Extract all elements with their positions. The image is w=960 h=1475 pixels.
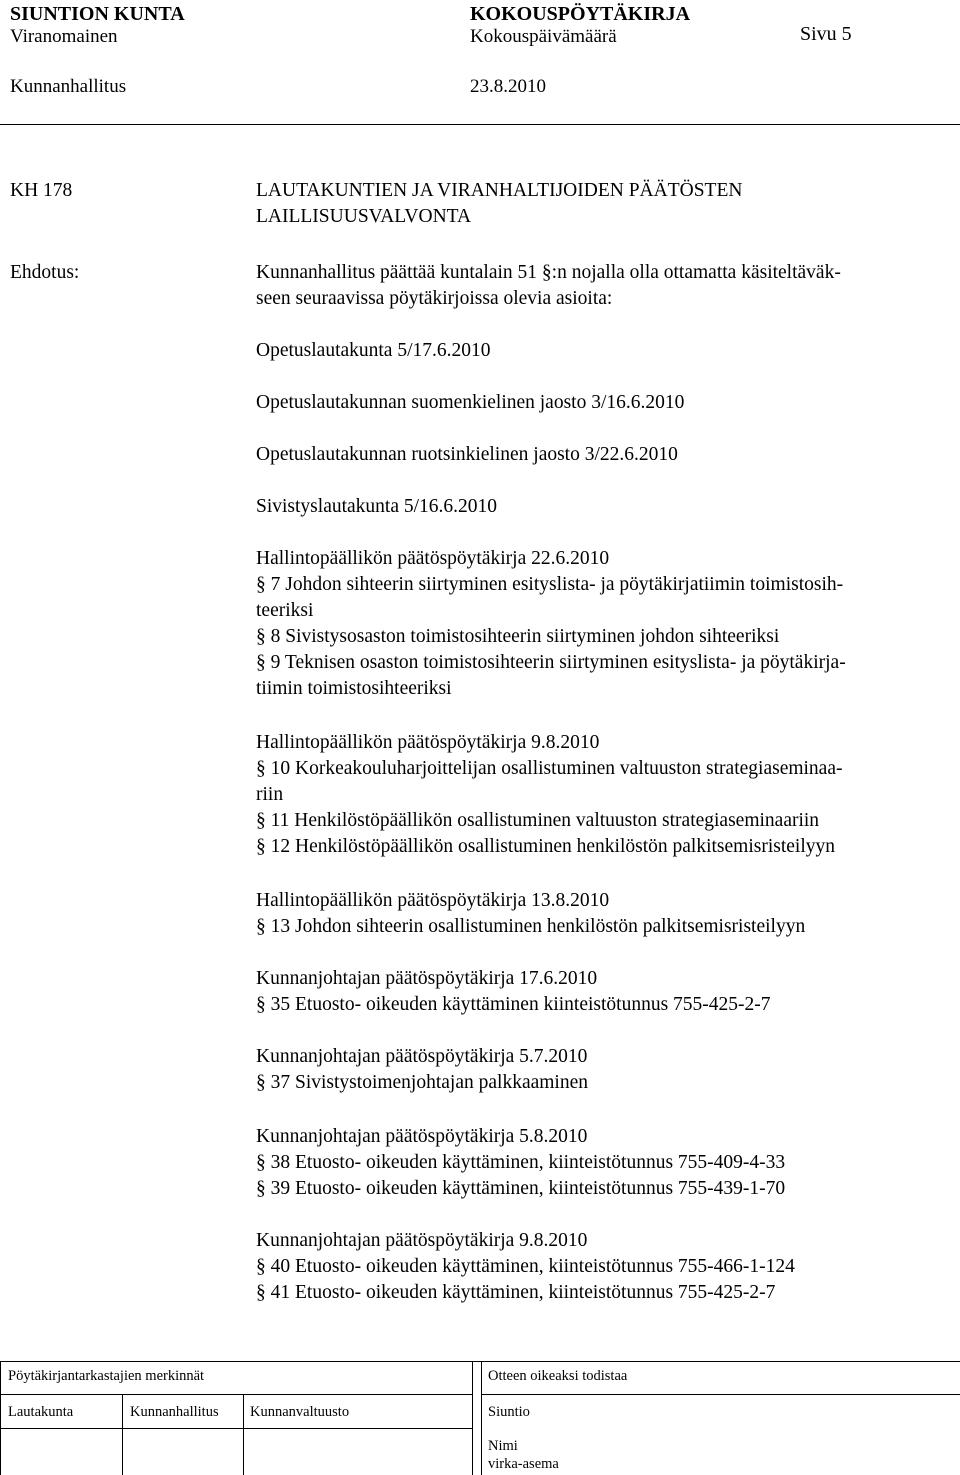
minutes-entry: Opetuslautakunnan ruotsinkielinen jaosto 3/22.6.2010 (256, 444, 678, 465)
minutes-item: § 35 Etuosto- oikeuden käyttäminen kiinteistötunnus 755-425-2-7 (256, 994, 771, 1015)
minutes-item: § 38 Etuosto- oikeuden käyttäminen, kiinteistötunnus 755-409-4-33 (256, 1152, 786, 1173)
minutes-item: § 8 Sivistysosaston toimistosihteerin siirtyminen johdon sihteeriksi (256, 626, 780, 647)
minutes-item: § 10 Korkeakouluharjoittelijan osallistuminen valtuuston strategiaseminaa- (256, 758, 843, 779)
minutes-item: § 9 Teknisen osaston toimistosihteerin siirtyminen esityslista- ja pöytäkirja- (256, 652, 846, 673)
minutes-item: § 41 Etuosto- oikeuden käyttäminen, kiinteistötunnus 755-425-2-7 (256, 1282, 776, 1303)
minutes-item: riin (256, 784, 284, 805)
footer-column-label: Lautakunta (8, 1404, 74, 1420)
minutes-item: tiimin toimistosihteeriksi (256, 678, 452, 699)
authority-label: Viranomainen (10, 26, 118, 47)
minutes-heading: Kunnanjohtajan päätöspöytäkirja 5.8.2010 (256, 1126, 588, 1147)
date-label: Kokouspäivämäärä (470, 26, 617, 47)
minutes-entry: Opetuslautakunnan suomenkielinen jaosto 3/16.6.2010 (256, 392, 685, 413)
document-type: KOKOUSPÖYTÄKIRJA (470, 3, 691, 25)
footer-vline-mid (481, 1361, 482, 1475)
footer-column-label: Kunnanvaltuusto (250, 1404, 350, 1420)
authority-name: Kunnanhallitus (10, 76, 127, 97)
minutes-heading: Hallintopäällikön päätöspöytäkirja 13.8.2010 (256, 890, 610, 911)
proposal-line1: Kunnanhallitus päättää kuntalain 51 §:n nojalla olla ottamatta käsiteltäväk- (256, 262, 841, 283)
minutes-item: § 40 Etuosto- oikeuden käyttäminen, kiinteistötunnus 755-466-1-124 (256, 1256, 795, 1277)
proposal-line2: seen seuraavissa pöytäkirjoissa olevia asioita: (256, 288, 613, 309)
minutes-entry: Opetuslautakunta 5/17.6.2010 (256, 340, 491, 361)
meeting-date: 23.8.2010 (470, 76, 546, 97)
footer-right-rule (482, 1394, 960, 1395)
proposal-label: Ehdotus: (10, 262, 80, 283)
minutes-item: § 39 Etuosto- oikeuden käyttäminen, kiinteistötunnus 755-439-1-70 (256, 1178, 786, 1199)
minutes-item: § 37 Sivistystoimenjohtajan palkkaaminen (256, 1072, 588, 1093)
minutes-item: § 13 Johdon sihteerin osallistuminen henkilöstön palkitsemisristeilyyn (256, 916, 806, 937)
section-title-line2: LAILLISUUSVALVONTA (256, 206, 472, 227)
footer-place: Siuntio (488, 1404, 530, 1420)
footer-name: Nimi (488, 1438, 518, 1454)
footer-certification-title: Otteen oikeaksi todistaa (488, 1368, 628, 1384)
footer-cols-rule (0, 1428, 473, 1429)
footer-column-label: Kunnanhallitus (130, 1404, 219, 1420)
minutes-heading: Hallintopäällikön päätöspöytäkirja 9.8.2010 (256, 732, 600, 753)
footer-vline-col (243, 1394, 244, 1475)
footer-vline-left (0, 1361, 1, 1475)
minutes-item: § 7 Johdon sihteerin siirtyminen esityslista- ja pöytäkirjatiimin toimistosih- (256, 574, 844, 595)
minutes-item: teeriksi (256, 600, 314, 621)
minutes-heading: Kunnanjohtajan päätöspöytäkirja 9.8.2010 (256, 1230, 588, 1251)
municipality-name: SIUNTION KUNTA (10, 3, 185, 25)
footer-top-rule (0, 1361, 960, 1362)
footer-reviewers-title: Pöytäkirjantarkastajien merkinnät (8, 1368, 205, 1384)
footer-vline-mid (472, 1361, 473, 1475)
footer-left-rule (0, 1394, 473, 1395)
minutes-heading: Kunnanjohtajan päätöspöytäkirja 5.7.2010 (256, 1046, 588, 1067)
page-number: Sivu 5 (800, 23, 852, 45)
footer-position: virka-asema (488, 1456, 559, 1472)
minutes-entry: Sivistyslautakunta 5/16.6.2010 (256, 496, 498, 517)
header-divider (0, 124, 960, 125)
minutes-item: § 11 Henkilöstöpäällikön osallistuminen valtuuston strategiaseminaariin (256, 810, 820, 831)
minutes-heading: Kunnanjohtajan päätöspöytäkirja 17.6.2010 (256, 968, 598, 989)
minutes-item: § 12 Henkilöstöpäällikön osallistuminen henkilöstön palkitsemisristeilyyn (256, 836, 835, 857)
section-number: KH 178 (10, 180, 73, 201)
section-title-line1: LAUTAKUNTIEN JA VIRANHALTIJOIDEN PÄÄTÖSTEN (256, 180, 743, 201)
footer-vline-col (122, 1394, 123, 1475)
minutes-heading: Hallintopäällikön päätöspöytäkirja 22.6.2010 (256, 548, 610, 569)
